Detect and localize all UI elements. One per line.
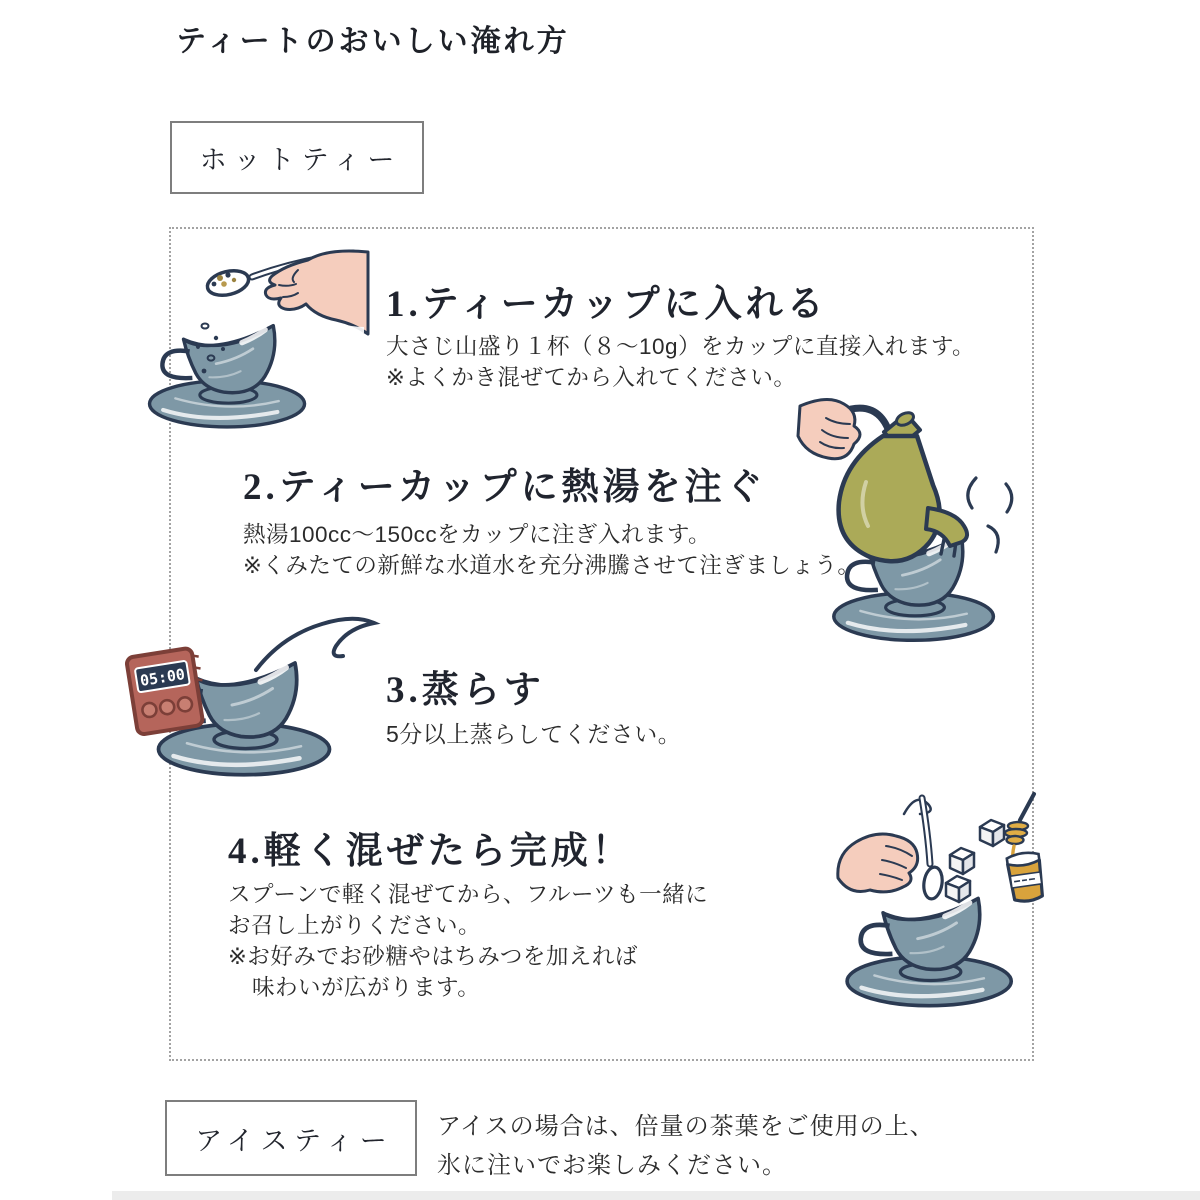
pour-kettle-icon (786, 390, 1026, 645)
steam-swoosh (256, 619, 374, 670)
hand-icon (265, 251, 368, 334)
step-1-heading: 1.ティーカップに入れる (386, 284, 828, 325)
step-4-note: 味わいが広がります。 (252, 975, 481, 1000)
step-4-line: お召し上がりください。 (228, 913, 482, 938)
step-2-heading: 2.ティーカップに熱湯を注ぐ (243, 467, 767, 508)
step-3-line: 5分以上蒸らしてください。 (386, 721, 682, 747)
honey-jar-icon (1006, 851, 1044, 903)
step-3-description (386, 719, 681, 750)
hand-icon (798, 399, 860, 458)
stir-finish-icon (830, 786, 1045, 1006)
step-2-note: ※くみたての新鮮な水道水を充分沸騰させて注ぎましょう。 (243, 553, 861, 578)
step-1-note: ※よくかき混ぜてから入れてください。 (386, 365, 797, 390)
step-2-line: 熱湯100cc～150ccをカップに注ぎ入れます。 (243, 522, 712, 547)
kitchen-timer-icon (126, 647, 209, 735)
step-1-line: 大さじ山盛り１杯（８～10g）をカップに直接入れます。 (386, 334, 976, 359)
ice-tea-line: アイスの場合は、倍量の茶葉をご使用の上、 (437, 1113, 935, 1140)
honey-dipper-icon (1005, 794, 1034, 861)
timer-display: 05:00 (138, 665, 187, 690)
ice-tea-description (437, 1107, 935, 1185)
hot-tea-label: ホットティー (199, 145, 402, 175)
ice-tea-line: 氷に注いでお楽しみください。 (437, 1152, 787, 1179)
ice-tea-label-box (165, 1100, 417, 1176)
illustration-stir-finish (830, 786, 1045, 1006)
step-4-description (228, 879, 708, 1003)
step-1-description (386, 331, 975, 393)
sprinkle-tea-icon (148, 240, 368, 435)
bottom-edge-strip (112, 1191, 1200, 1200)
illustration-sprinkle-tea (148, 240, 368, 435)
illustration-pour-kettle (786, 390, 1026, 645)
step-2-description (243, 519, 860, 581)
step-4-note: ※お好みでお砂糖やはちみつを加えれば (228, 944, 638, 969)
step-4-line: スプーンで軽く混ぜてから、フルーツも一緒に (228, 882, 709, 907)
steep-timer-icon (110, 610, 395, 785)
illustration-steep-timer (110, 610, 395, 785)
step-3-heading: 3.蒸らす (386, 670, 545, 711)
steam-lines (968, 478, 1012, 552)
hand-icon (838, 834, 918, 892)
page-title: ティートのおいしい淹れ方 (176, 25, 570, 58)
ice-tea-label: アイスティー (195, 1125, 394, 1156)
hot-tea-label-box (170, 121, 424, 194)
step-4-heading: 4.軽く混ぜたら完成！ (228, 831, 633, 872)
sugar-cubes (946, 820, 1004, 902)
